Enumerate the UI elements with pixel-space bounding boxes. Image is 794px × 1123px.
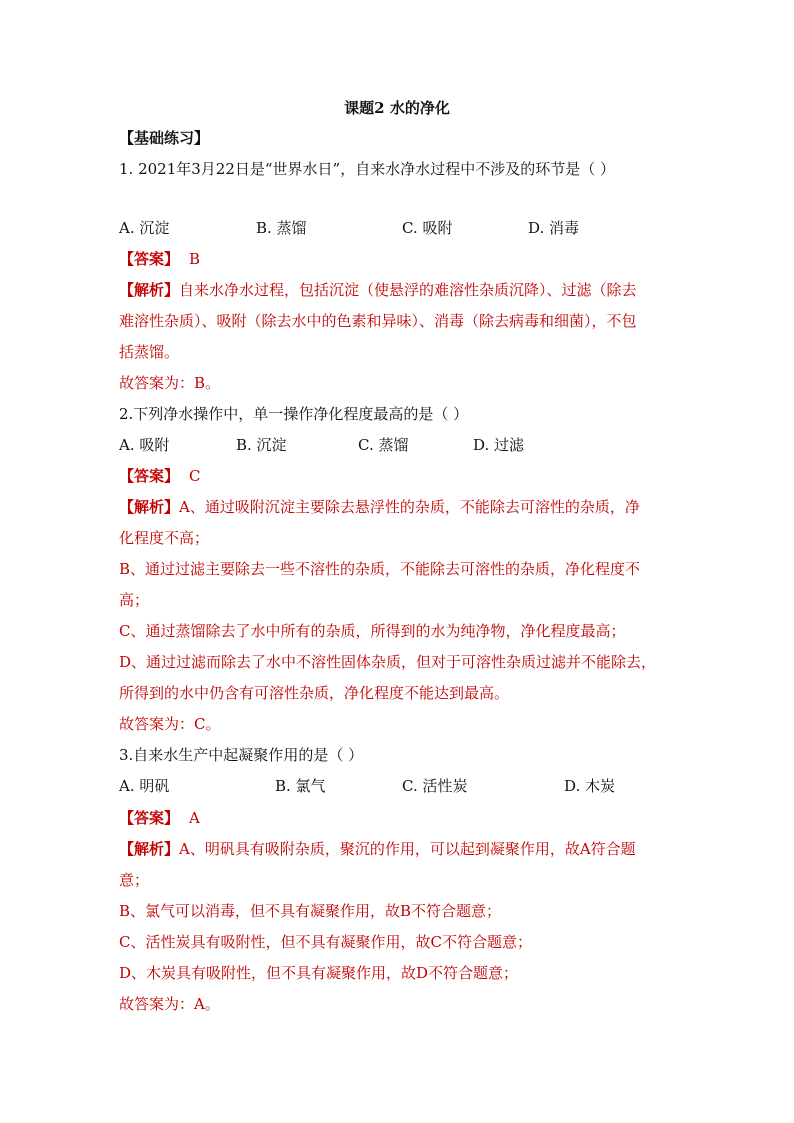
q1-option-b: B. 蒸馏	[256, 219, 307, 237]
q1-conclusion: 故答案为：B。	[119, 374, 221, 392]
q2-analysis-line: 所得到的水中仍含有可溶性杂质，净化程度不能达到最高。	[119, 684, 510, 702]
q1-analysis-line: 括蒸馏。	[119, 343, 180, 361]
q2-analysis-line: 化程度不高；	[119, 529, 210, 547]
q1-analysis-line: 难溶性杂质）、吸附（除去水中的色素和异味）、消毒（除去病毒和细菌），不包	[119, 312, 637, 330]
analysis-label: 【解析】	[119, 498, 180, 516]
q3-option-a: A. 明矾	[119, 777, 170, 795]
q1-option-d: D. 消毒	[528, 219, 580, 237]
q1-analysis-line: 【解析】自来水净水过程，包括沉淀（使悬浮的难溶性杂质沉降）、过滤（除去	[119, 281, 637, 299]
section-heading: 【基础练习】	[119, 129, 210, 147]
answer-label: 【答案】	[119, 809, 180, 827]
q2-analysis-line: 高；	[119, 591, 150, 609]
q3-analysis-line: 意；	[119, 871, 150, 889]
q2-analysis-line: D、通过过滤而除去了水中不溶性固体杂质，但对于可溶性杂质过滤并不能除去，	[119, 653, 657, 671]
q1-answer-value: B	[189, 250, 201, 268]
q2-stem: 2.下列净水操作中，单一操作净化程度最高的是（ ）	[119, 405, 469, 423]
q3-analysis-line: B、氯气可以消毒，但不具有凝聚作用，故B不符合题意；	[119, 902, 502, 920]
answer-label: 【答案】	[119, 250, 180, 268]
q3-stem: 3.自来水生产中起凝聚作用的是（ ）	[119, 746, 364, 764]
q2-analysis-line: 【解析】A、通过吸附沉淀主要除去悬浮性的杂质，不能除去可溶性的杂质，净	[119, 498, 640, 516]
q3-analysis-line: 【解析】A、明矾具有吸附杂质，聚沉的作用，可以起到凝聚作用，故A符合题	[119, 840, 636, 858]
q3-option-d: D. 木炭	[564, 777, 616, 795]
analysis-label: 【解析】	[119, 840, 180, 858]
q3-answer-value: A	[189, 809, 200, 827]
q2-option-c: C. 蒸馏	[358, 436, 409, 454]
q3-answer	[119, 808, 200, 828]
q3-option-b: B. 氯气	[275, 777, 326, 795]
q2-option-d: D. 过滤	[473, 436, 525, 454]
q2-conclusion: 故答案为：C。	[119, 715, 221, 733]
q3-conclusion: 故答案为：A。	[119, 995, 220, 1013]
q1-option-c: C. 吸附	[402, 219, 453, 237]
q3-option-c: C. 活性炭	[402, 777, 468, 795]
q2-answer-value: C	[189, 467, 201, 485]
q2-option-b: B. 沉淀	[236, 436, 287, 454]
page-title: 课题2 水的净化	[344, 99, 450, 117]
answer-label: 【答案】	[119, 467, 180, 485]
q2-option-a: A. 吸附	[119, 436, 170, 454]
analysis-label: 【解析】	[119, 281, 180, 299]
q3-analysis-line: D、木炭具有吸附性，但不具有凝聚作用，故D不符合题意；	[119, 964, 519, 982]
q2-analysis-line: B、通过过滤主要除去一些不溶性的杂质，不能除去可溶性的杂质，净化程度不	[119, 560, 641, 578]
q3-analysis-line: C、活性炭具有吸附性，但不具有凝聚作用，故C不符合题意；	[119, 933, 532, 951]
q1-option-a: A. 沉淀	[119, 219, 170, 237]
q1-stem: 1. 2021年3月22日是“世界水日”，自来水净水过程中不涉及的环节是（ ）	[119, 160, 615, 178]
q1-answer	[119, 249, 200, 269]
q2-analysis-line: C、通过蒸馏除去了水中所有的杂质，所得到的水为纯净物，净化程度最高；	[119, 622, 626, 640]
q2-answer	[119, 466, 201, 486]
